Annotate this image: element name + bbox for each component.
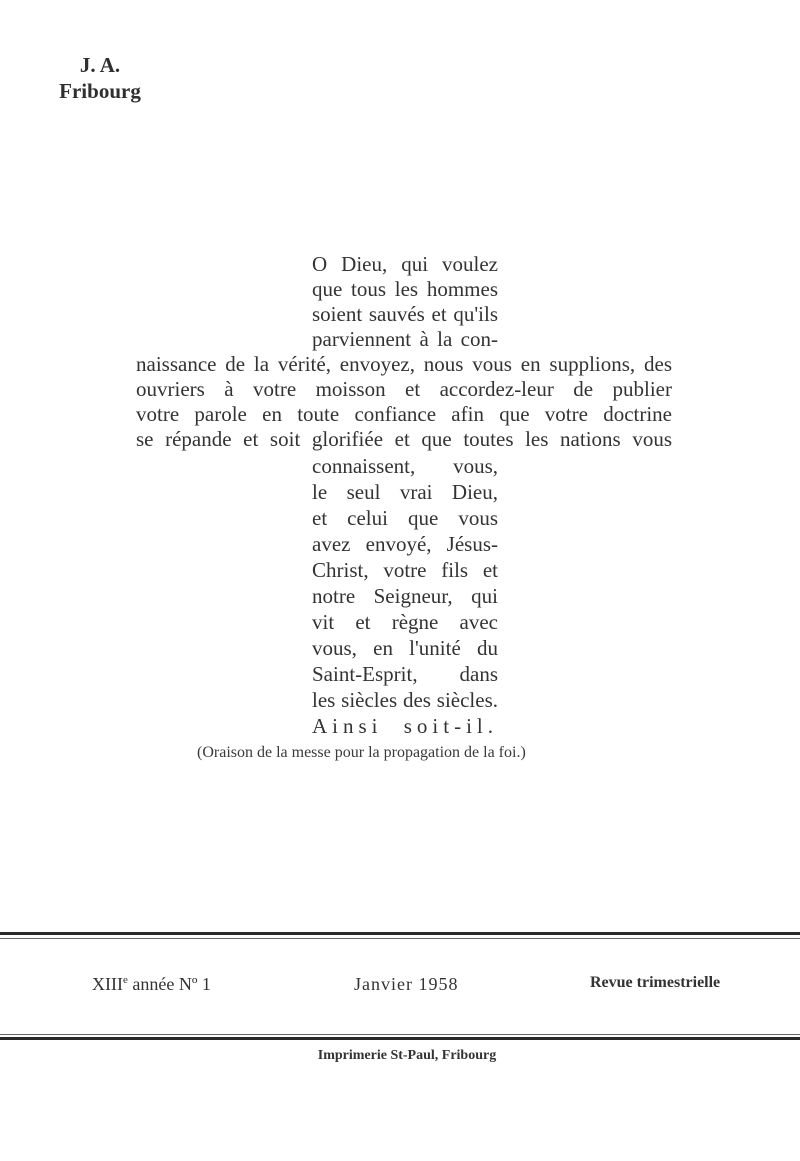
prayer-line: parviennent à la con- [312,327,498,351]
prayer-line: notre Seigneur, qui [312,584,498,608]
prayer-line: Christ, votre fils et [312,558,498,582]
prayer-line: vous, en l'unité du [312,636,498,660]
prayer-line: O Dieu, qui voulez [312,252,498,276]
bottom-rule-thin [0,1034,800,1035]
prayer-amen-line: Ainsi soit-il. [312,714,498,738]
prayer-line: ouvriers à votre moisson et accordez-leur de publier [136,377,672,401]
printer-imprint: Imprimerie St-Paul, Fribourg [317,1048,497,1063]
author-initials: J. A. [79,53,121,77]
prayer-line: les siècles des siècles. [312,688,498,712]
prayer-line: votre parole en toute confiance afin que votre doctrine [136,402,672,426]
prayer-line: connaissent, vous, [312,454,498,478]
prayer-caption: (Oraison de la messe pour la propagation de la foi.) [197,744,526,761]
prayer-line: le seul vrai Dieu, [312,480,498,504]
prayer-line: et celui que vous [312,506,498,530]
prayer-line: Saint-Esprit, dans [312,662,498,686]
issue-number [92,974,211,995]
issue-sup: e [122,974,128,986]
top-rule-thin [0,938,800,939]
prayer-line: avez envoyé, Jésus- [312,532,498,556]
bottom-rule-thick [0,1037,800,1040]
prayer-line: naissance de la vérité, envoyez, nous vous en supplions, des [136,352,672,376]
prayer-line: se répande et soit glorifiée et que toutes les nations vous [136,427,672,451]
prayer-line: soient sauvés et qu'ils [312,302,498,326]
issue-periodicity: Revue trimestrielle [590,974,721,991]
prayer-line: que tous les hommes [312,277,498,301]
prayer-line: vit et règne avec [312,610,498,634]
author-city: Fribourg [59,79,141,103]
issue-rest: année Nº 1 [127,974,211,994]
issue-roman: XIII [92,974,123,994]
top-rule-thick [0,932,800,935]
issue-date: Janvier 1958 [354,974,459,994]
